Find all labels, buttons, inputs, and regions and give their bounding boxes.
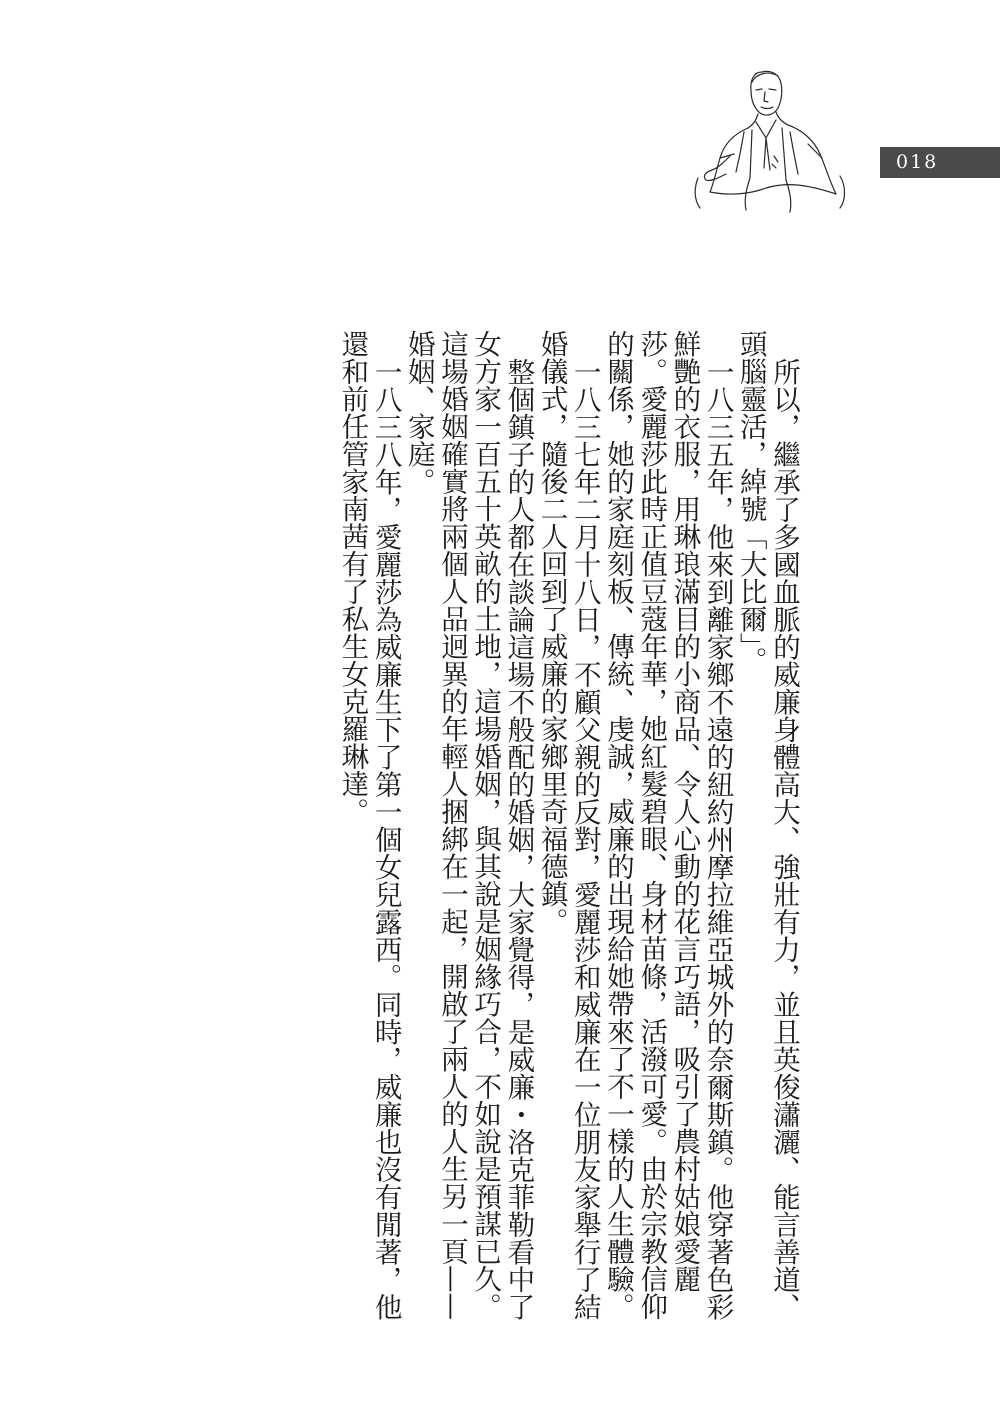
paragraph-4: 整個鎮子的人都在談論這場不般配的婚姻，大家覺得，是威廉・洛克菲勒看中了女方家一百五十英畝的土地，這場婚姻，與其說是姻緣巧合，不如說是預謀已久。這場婚姻確實將兩個人品迥異的年輕人捆綁在一起，開啟了兩人的人生另一頁——婚姻、家庭。 <box>402 330 535 1320</box>
body-text <box>335 330 800 1330</box>
page-number: 018 <box>896 151 939 173</box>
portrait-sketch-icon <box>690 58 850 218</box>
paragraph-1: 所以，繼承了多國血脈的威廉身體高大、強壯有力，並且英俊瀟灑、能言善道、頭腦靈活，綽號「大比爾」。 <box>734 330 800 1320</box>
paragraph-5: 一八三八年，愛麗莎為威廉生下了第一個女兒露西。同時，威廉也沒有閒著，他還和前任管家南茜有了私生女克羅琳達。 <box>336 330 402 1320</box>
page-number-tab <box>880 147 1000 178</box>
paragraph-2: 一八三五年，他來到離家鄉不遠的紐約州摩拉維亞城外的奈爾斯鎮。他穿著色彩鮮艷的衣服，用琳琅滿目的小商品、令人心動的花言巧語，吸引了農村姑娘愛麗莎。愛麗莎此時正值豆蔻年華，她紅髮碧眼、身材苗條，活潑可愛。由於宗教信仰的關係，她的家庭刻板、傳統、虔誠，威廉的出現給她帶來了不一樣的人生體驗。 <box>601 330 734 1320</box>
paragraph-3: 一八三七年二月十八日，不顧父親的反對，愛麗莎和威廉在一位朋友家舉行了結婚儀式，隨後二人回到了威廉的家鄉里奇福德鎮。 <box>535 330 601 1320</box>
